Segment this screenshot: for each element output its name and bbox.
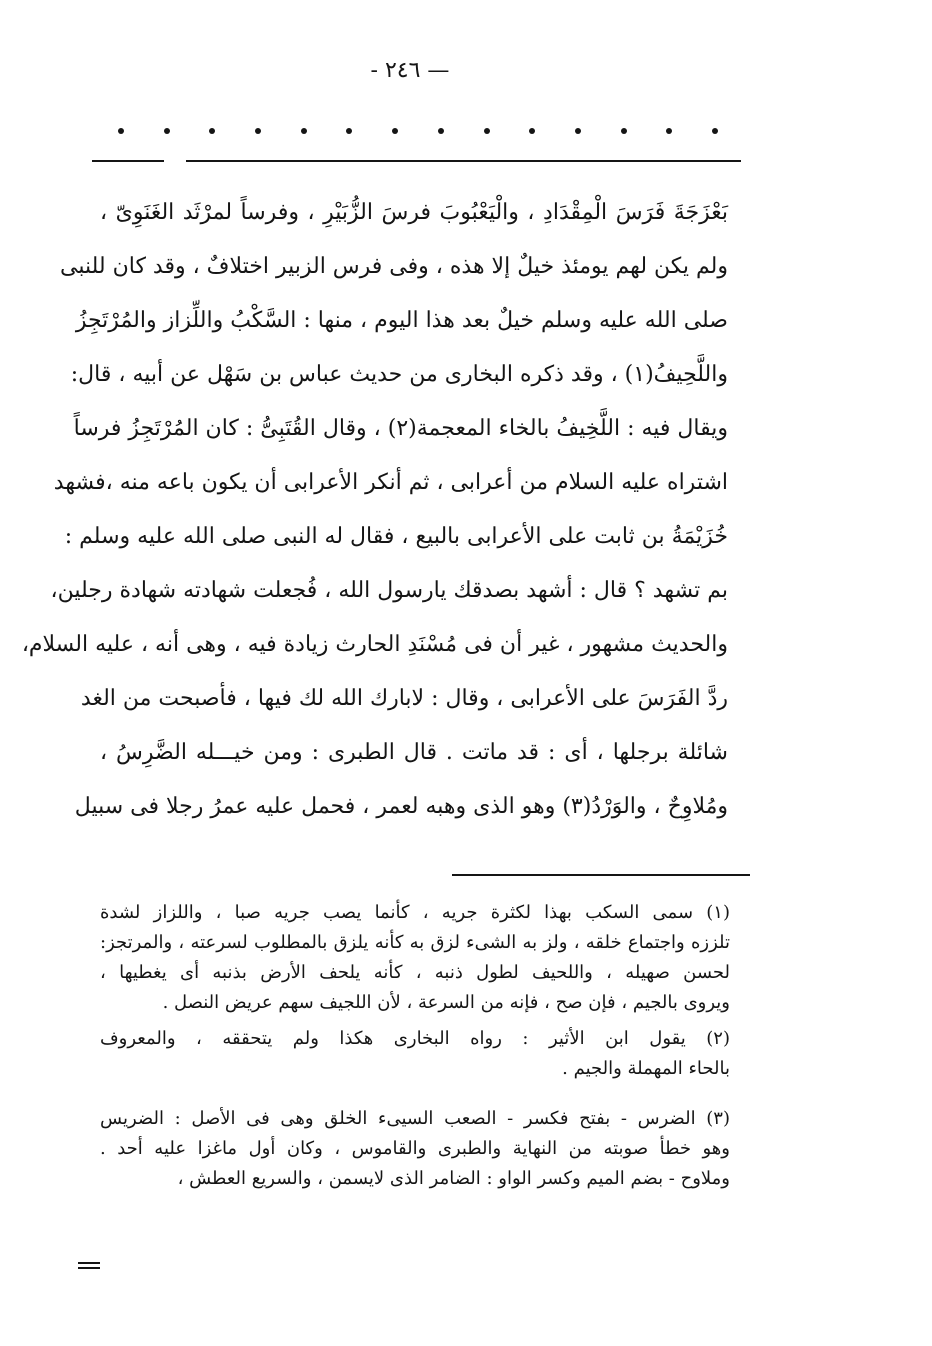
footnote-separator-rule	[452, 874, 750, 876]
main-body-text	[21, 186, 728, 834]
footnotes-section	[100, 898, 730, 1200]
ornament-dot	[209, 128, 215, 134]
footnote-line: تلززه واجتماع خلقه ، ولز به الشىء لزق به كأنه يلزق بالمطلوب لسرعته ، والمرتجز:	[100, 932, 730, 953]
footnote-line: (١) سمى السكب بهذا لكثرة جريه ، كأنما يصب جريه صبا ، واللزاز لشدة	[100, 902, 730, 923]
ornament-dot	[484, 128, 490, 134]
ornament-dot	[118, 128, 124, 134]
header-rule-short	[92, 160, 164, 162]
footnote-1	[100, 898, 730, 1018]
footnote-line: (٢) يقول ابن الأثير : رواه البخارى هكذا ولم يتحققه ، والمعروف	[100, 1028, 730, 1049]
ornament-dot	[255, 128, 261, 134]
body-line: ويقال فيه : اللَّخِيفُ بالخاء المعجمة(٢) ، وقال القُتَبِىُّ : كان المُرْتَجِزُ فرساً	[73, 416, 728, 441]
ornamental-dot-row	[118, 128, 718, 144]
body-line: بم تشهد ؟ قال : أشهد بصدقك يارسول الله ، فُجعلت شهادته شهادة رجلين،	[50, 578, 728, 603]
body-line: اشتراه عليه السلام من أعرابى ، ثم أنكر الأعرابى أن يكون باعه منه ،فشهد	[53, 470, 728, 495]
footnote-line: وملاوح - بضم الميم وكسر الواو : الضامر الذى لايسمن ، والسريع العطش ،	[177, 1168, 730, 1189]
ornament-dot	[575, 128, 581, 134]
ornament-dot	[392, 128, 398, 134]
footnote-spacer	[100, 1090, 730, 1104]
footnote-line: ويروى بالجيم ، فإن صح ، فإنه من السرعة ، لأن اللجيف سهم عريض النصل .	[162, 992, 730, 1013]
ornament-dot	[529, 128, 535, 134]
header-rule-long	[186, 160, 741, 162]
body-line: بَعْزَجَةَ فَرَسَ الْمِقْدَادِ ، والْيَعْبُوبَ فرسَ الزُّبَيْرِ ، وفرساً لمرْثَد الغَنَوِىّ ،	[100, 200, 728, 225]
footnote-3	[100, 1104, 730, 1194]
page-number: — ٢٤٦ -	[370, 58, 450, 83]
body-line: شائلة برجلها ، أى : قد ماتت . قال الطبرى : ومن خيـــله الضَّرِسُ ،	[100, 740, 728, 765]
ornament-dot	[346, 128, 352, 134]
ornament-dot	[438, 128, 444, 134]
body-line: واللَّحِيفُ(١) ، وقد ذكره البخارى من حديث عباس بن سَهْل عن أبيه ، قال:	[70, 362, 728, 387]
ornament-dot	[164, 128, 170, 134]
ornament-dot	[666, 128, 672, 134]
body-line: ردَّ الفَرَسَ على الأعرابى ، وقال : لابارك الله لك فيها ، فأصبحت من الغد	[80, 686, 728, 711]
ornament-dot	[621, 128, 627, 134]
ornament-dot	[712, 128, 718, 134]
footnote-line: لحسن صهيله ، واللحيف لطول ذنبه ، كأنه يلحف الأرض بذنبه أى يغطيها ،	[100, 962, 730, 983]
body-line: ومُلاوِحٌ ، والوَرْدُ(٣) وهو الذى وهبه لعمر ، فحمل عليه عمرُ رجلا فى سبيل	[74, 794, 728, 819]
ornament-dot	[301, 128, 307, 134]
footnote-2	[100, 1024, 730, 1084]
body-line: ولم يكن لهم يومئذ خيلٌ إلا هذه ، وفى فرس الزبير اختلافٌ ، وقد كان للنبى	[59, 254, 728, 279]
body-line: خُزَيْمَةُ بن ثابت على الأعرابى بالبيع ، فقال له النبى صلى الله عليه وسلم :	[64, 524, 728, 549]
footnote-line: (٣) الضرس - بفتح فكسر - الصعب السيىء الخلق وهى فى الأصل : الضريس	[100, 1108, 730, 1129]
footnote-line: بالحاء المهملة والجيم .	[562, 1058, 730, 1079]
footnote-line: وهو خطأ صوبته من النهاية والطبرى والقاموس ، وكان أول ماغزا عليه أحد .	[100, 1138, 730, 1159]
body-line: صلى الله عليه وسلم خيلٌ بعد هذا اليوم ، منها : السَّكْبُ واللِّزاز والمُرْتَجِزُ	[75, 308, 728, 333]
continuation-mark-icon	[78, 1262, 100, 1276]
body-line: والحديث مشهور ، غير أن فى مُسْنَدِ الحارث زيادة فيه ، وهى أنه ، عليه السلام،	[21, 632, 728, 657]
